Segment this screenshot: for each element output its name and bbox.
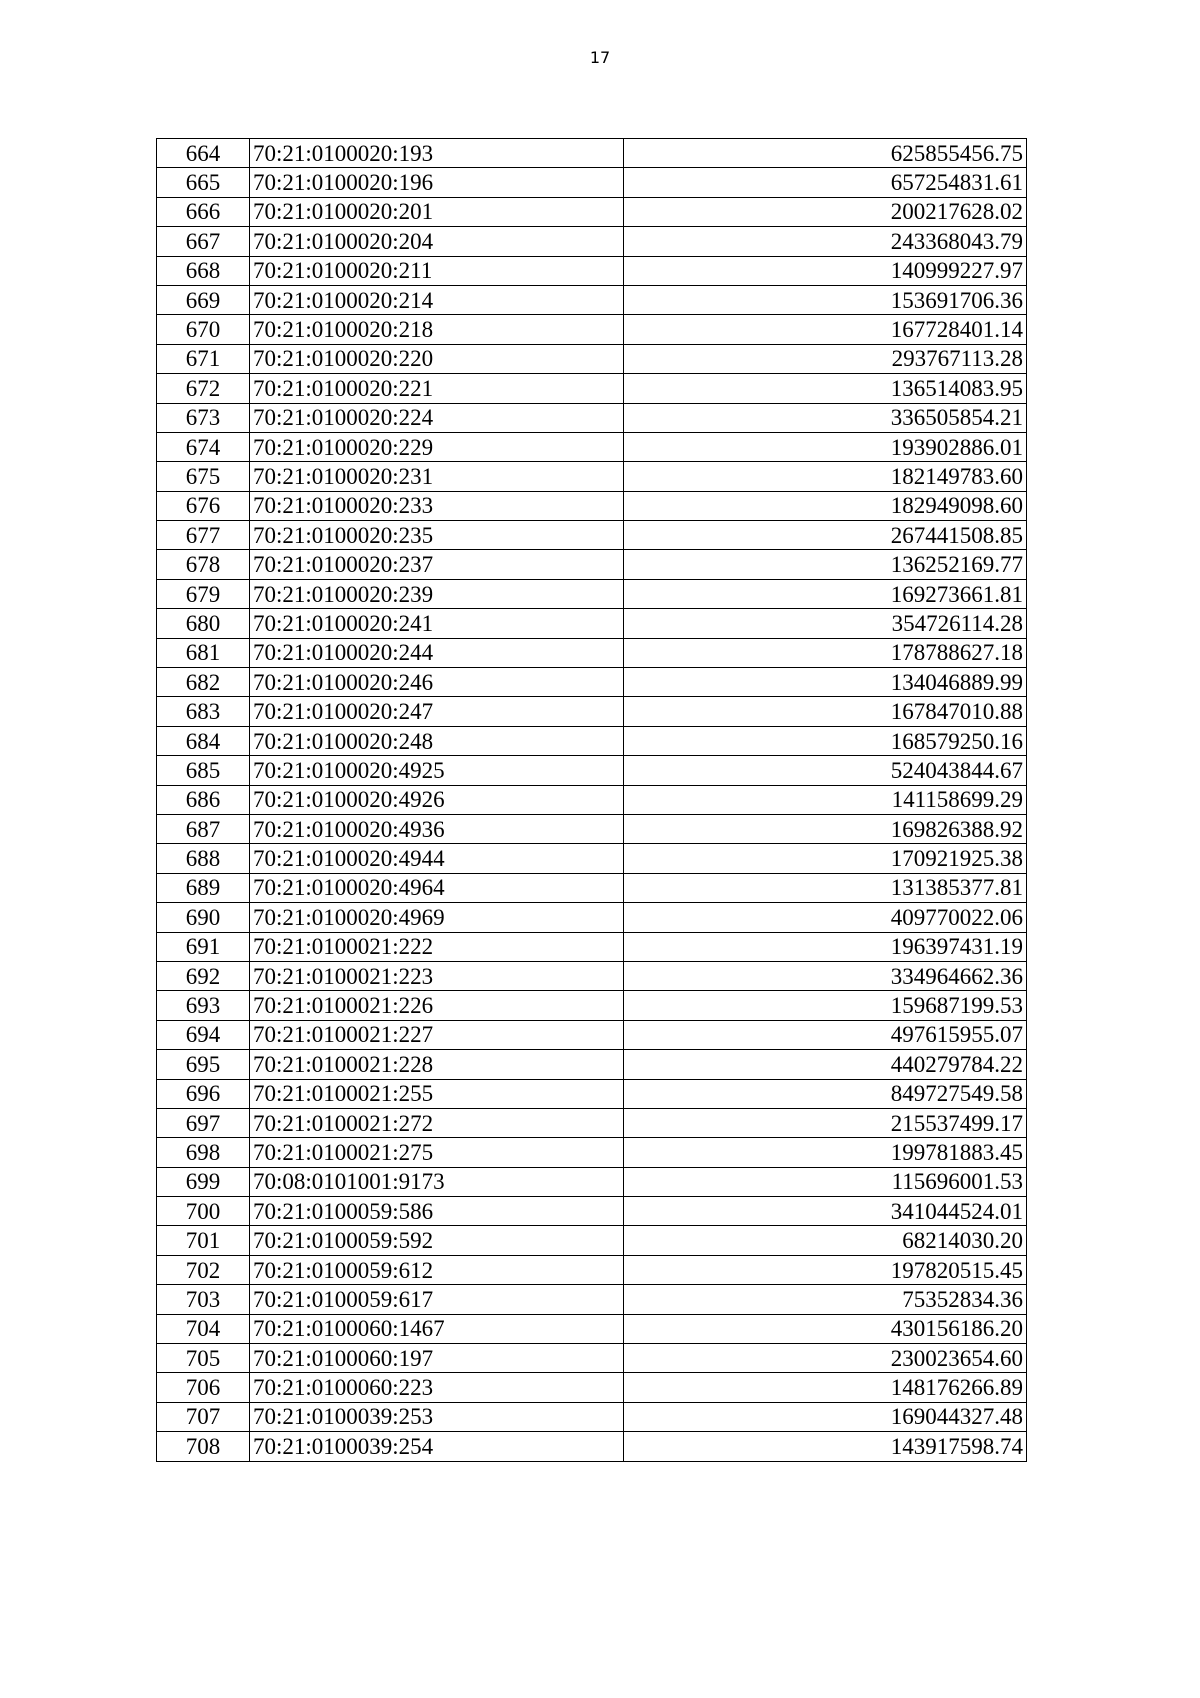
cadastral-number-cell: 70:21:0100039:254 bbox=[250, 1432, 624, 1461]
cadastral-number-cell: 70:21:0100020:244 bbox=[250, 638, 624, 667]
cadastral-number-cell: 70:21:0100059:617 bbox=[250, 1285, 624, 1314]
row-number-cell: 693 bbox=[157, 991, 250, 1020]
table-row bbox=[157, 462, 1027, 491]
value-cell: 169826388.92 bbox=[624, 814, 1027, 843]
row-number-cell: 680 bbox=[157, 609, 250, 638]
cadastral-number-cell: 70:21:0100020:4969 bbox=[250, 903, 624, 932]
row-number-cell: 669 bbox=[157, 285, 250, 314]
value-cell: 168579250.16 bbox=[624, 726, 1027, 755]
row-number-cell: 702 bbox=[157, 1255, 250, 1284]
value-cell: 341044524.01 bbox=[624, 1197, 1027, 1226]
row-number-cell: 672 bbox=[157, 374, 250, 403]
table-row bbox=[157, 285, 1027, 314]
row-number-cell: 701 bbox=[157, 1226, 250, 1255]
cadastral-number-cell: 70:21:0100060:1467 bbox=[250, 1314, 624, 1343]
row-number-cell: 705 bbox=[157, 1344, 250, 1373]
cadastral-number-cell: 70:21:0100020:196 bbox=[250, 168, 624, 197]
table-row bbox=[157, 932, 1027, 961]
cadastral-number-cell: 70:21:0100020:204 bbox=[250, 227, 624, 256]
table-row bbox=[157, 197, 1027, 226]
value-cell: 140999227.97 bbox=[624, 256, 1027, 285]
row-number-cell: 670 bbox=[157, 315, 250, 344]
table-row bbox=[157, 1020, 1027, 1049]
table-row bbox=[157, 521, 1027, 550]
row-number-cell: 673 bbox=[157, 403, 250, 432]
table-row bbox=[157, 609, 1027, 638]
table-row bbox=[157, 1050, 1027, 1079]
value-cell: 243368043.79 bbox=[624, 227, 1027, 256]
table-row bbox=[157, 726, 1027, 755]
row-number-cell: 667 bbox=[157, 227, 250, 256]
table-body bbox=[157, 139, 1027, 1462]
table-row bbox=[157, 873, 1027, 902]
row-number-cell: 682 bbox=[157, 668, 250, 697]
row-number-cell: 666 bbox=[157, 197, 250, 226]
table-row bbox=[157, 1255, 1027, 1284]
row-number-cell: 699 bbox=[157, 1167, 250, 1196]
row-number-cell: 668 bbox=[157, 256, 250, 285]
cadastral-number-cell: 70:21:0100020:247 bbox=[250, 697, 624, 726]
table-row bbox=[157, 991, 1027, 1020]
table-row bbox=[157, 1402, 1027, 1431]
cadastral-number-cell: 70:21:0100021:255 bbox=[250, 1079, 624, 1108]
value-cell: 143917598.74 bbox=[624, 1432, 1027, 1461]
value-cell: 497615955.07 bbox=[624, 1020, 1027, 1049]
table-row bbox=[157, 1167, 1027, 1196]
value-cell: 182149783.60 bbox=[624, 462, 1027, 491]
value-cell: 524043844.67 bbox=[624, 756, 1027, 785]
value-cell: 131385377.81 bbox=[624, 873, 1027, 902]
table-row bbox=[157, 344, 1027, 373]
value-cell: 167728401.14 bbox=[624, 315, 1027, 344]
table-row bbox=[157, 1285, 1027, 1314]
table-row bbox=[157, 1108, 1027, 1137]
row-number-cell: 683 bbox=[157, 697, 250, 726]
table-row bbox=[157, 638, 1027, 667]
value-cell: 293767113.28 bbox=[624, 344, 1027, 373]
value-cell: 409770022.06 bbox=[624, 903, 1027, 932]
row-number-cell: 694 bbox=[157, 1020, 250, 1049]
cadastral-number-cell: 70:21:0100020:4926 bbox=[250, 785, 624, 814]
cadastral-number-cell: 70:21:0100020:237 bbox=[250, 550, 624, 579]
cadastral-number-cell: 70:21:0100039:253 bbox=[250, 1402, 624, 1431]
value-cell: 153691706.36 bbox=[624, 285, 1027, 314]
table-row bbox=[157, 168, 1027, 197]
value-cell: 196397431.19 bbox=[624, 932, 1027, 961]
value-cell: 230023654.60 bbox=[624, 1344, 1027, 1373]
value-cell: 334964662.36 bbox=[624, 961, 1027, 990]
cadastral-number-cell: 70:21:0100020:221 bbox=[250, 374, 624, 403]
row-number-cell: 707 bbox=[157, 1402, 250, 1431]
row-number-cell: 678 bbox=[157, 550, 250, 579]
table-row bbox=[157, 1226, 1027, 1255]
page-number: 17 bbox=[589, 48, 611, 67]
row-number-cell: 708 bbox=[157, 1432, 250, 1461]
value-cell: 115696001.53 bbox=[624, 1167, 1027, 1196]
table-row bbox=[157, 1373, 1027, 1402]
table-row bbox=[157, 1314, 1027, 1343]
table-row bbox=[157, 697, 1027, 726]
value-cell: 169273661.81 bbox=[624, 579, 1027, 608]
table-row bbox=[157, 1197, 1027, 1226]
cadastral-number-cell: 70:21:0100059:586 bbox=[250, 1197, 624, 1226]
cadastral-number-cell: 70:21:0100020:4964 bbox=[250, 873, 624, 902]
value-cell: 267441508.85 bbox=[624, 521, 1027, 550]
value-cell: 197820515.45 bbox=[624, 1255, 1027, 1284]
table-row bbox=[157, 814, 1027, 843]
cadastral-number-cell: 70:21:0100020:224 bbox=[250, 403, 624, 432]
row-number-cell: 704 bbox=[157, 1314, 250, 1343]
table-row bbox=[157, 1432, 1027, 1461]
value-cell: 199781883.45 bbox=[624, 1138, 1027, 1167]
table-row bbox=[157, 550, 1027, 579]
cadastral-number-cell: 70:21:0100021:275 bbox=[250, 1138, 624, 1167]
row-number-cell: 692 bbox=[157, 961, 250, 990]
cadastral-number-cell: 70:21:0100020:231 bbox=[250, 462, 624, 491]
value-cell: 159687199.53 bbox=[624, 991, 1027, 1020]
cadastral-number-cell: 70:21:0100020:246 bbox=[250, 668, 624, 697]
cadastral-number-cell: 70:21:0100021:227 bbox=[250, 1020, 624, 1049]
cadastral-number-cell: 70:21:0100020:193 bbox=[250, 139, 624, 168]
cadastral-number-cell: 70:21:0100020:4936 bbox=[250, 814, 624, 843]
table-row bbox=[157, 491, 1027, 520]
cadastral-number-cell: 70:21:0100020:214 bbox=[250, 285, 624, 314]
table-row bbox=[157, 256, 1027, 285]
value-cell: 75352834.36 bbox=[624, 1285, 1027, 1314]
cadastral-number-cell: 70:21:0100020:235 bbox=[250, 521, 624, 550]
cadastral-number-cell: 70:21:0100021:223 bbox=[250, 961, 624, 990]
row-number-cell: 698 bbox=[157, 1138, 250, 1167]
value-cell: 336505854.21 bbox=[624, 403, 1027, 432]
row-number-cell: 684 bbox=[157, 726, 250, 755]
cadastral-value-table bbox=[156, 138, 1027, 1462]
row-number-cell: 685 bbox=[157, 756, 250, 785]
row-number-cell: 674 bbox=[157, 432, 250, 461]
row-number-cell: 700 bbox=[157, 1197, 250, 1226]
cadastral-number-cell: 70:21:0100020:248 bbox=[250, 726, 624, 755]
table-row bbox=[157, 374, 1027, 403]
cadastral-number-cell: 70:21:0100020:220 bbox=[250, 344, 624, 373]
value-cell: 178788627.18 bbox=[624, 638, 1027, 667]
table-row bbox=[157, 579, 1027, 608]
value-cell: 625855456.75 bbox=[624, 139, 1027, 168]
cadastral-number-cell: 70:21:0100020:241 bbox=[250, 609, 624, 638]
value-cell: 167847010.88 bbox=[624, 697, 1027, 726]
row-number-cell: 696 bbox=[157, 1079, 250, 1108]
value-cell: 148176266.89 bbox=[624, 1373, 1027, 1402]
value-cell: 68214030.20 bbox=[624, 1226, 1027, 1255]
cadastral-number-cell: 70:21:0100021:228 bbox=[250, 1050, 624, 1079]
cadastral-number-cell: 70:21:0100060:223 bbox=[250, 1373, 624, 1402]
value-cell: 430156186.20 bbox=[624, 1314, 1027, 1343]
cadastral-number-cell: 70:21:0100020:218 bbox=[250, 315, 624, 344]
row-number-cell: 665 bbox=[157, 168, 250, 197]
table-row bbox=[157, 668, 1027, 697]
row-number-cell: 687 bbox=[157, 814, 250, 843]
value-cell: 182949098.60 bbox=[624, 491, 1027, 520]
cadastral-number-cell: 70:21:0100021:272 bbox=[250, 1108, 624, 1137]
value-cell: 193902886.01 bbox=[624, 432, 1027, 461]
table-row bbox=[157, 315, 1027, 344]
table-row bbox=[157, 139, 1027, 168]
cadastral-number-cell: 70:21:0100020:201 bbox=[250, 197, 624, 226]
value-cell: 136514083.95 bbox=[624, 374, 1027, 403]
value-cell: 440279784.22 bbox=[624, 1050, 1027, 1079]
row-number-cell: 671 bbox=[157, 344, 250, 373]
value-cell: 169044327.48 bbox=[624, 1402, 1027, 1431]
table-row bbox=[157, 227, 1027, 256]
table-row bbox=[157, 403, 1027, 432]
row-number-cell: 677 bbox=[157, 521, 250, 550]
cadastral-number-cell: 70:21:0100020:4925 bbox=[250, 756, 624, 785]
cadastral-number-cell: 70:08:0101001:9173 bbox=[250, 1167, 624, 1196]
table-row bbox=[157, 1138, 1027, 1167]
cadastral-number-cell: 70:21:0100020:4944 bbox=[250, 844, 624, 873]
value-cell: 141158699.29 bbox=[624, 785, 1027, 814]
cadastral-number-cell: 70:21:0100060:197 bbox=[250, 1344, 624, 1373]
value-cell: 136252169.77 bbox=[624, 550, 1027, 579]
cadastral-number-cell: 70:21:0100021:222 bbox=[250, 932, 624, 961]
row-number-cell: 706 bbox=[157, 1373, 250, 1402]
table-row bbox=[157, 756, 1027, 785]
row-number-cell: 675 bbox=[157, 462, 250, 491]
cadastral-number-cell: 70:21:0100020:233 bbox=[250, 491, 624, 520]
table-row bbox=[157, 961, 1027, 990]
table-row bbox=[157, 1344, 1027, 1373]
row-number-cell: 681 bbox=[157, 638, 250, 667]
row-number-cell: 691 bbox=[157, 932, 250, 961]
value-cell: 170921925.38 bbox=[624, 844, 1027, 873]
row-number-cell: 689 bbox=[157, 873, 250, 902]
row-number-cell: 664 bbox=[157, 139, 250, 168]
cadastral-number-cell: 70:21:0100059:612 bbox=[250, 1255, 624, 1284]
row-number-cell: 697 bbox=[157, 1108, 250, 1137]
row-number-cell: 686 bbox=[157, 785, 250, 814]
table-row bbox=[157, 785, 1027, 814]
value-cell: 215537499.17 bbox=[624, 1108, 1027, 1137]
row-number-cell: 695 bbox=[157, 1050, 250, 1079]
table-row bbox=[157, 903, 1027, 932]
value-cell: 849727549.58 bbox=[624, 1079, 1027, 1108]
cadastral-number-cell: 70:21:0100020:229 bbox=[250, 432, 624, 461]
row-number-cell: 703 bbox=[157, 1285, 250, 1314]
row-number-cell: 679 bbox=[157, 579, 250, 608]
value-cell: 354726114.28 bbox=[624, 609, 1027, 638]
table-row bbox=[157, 1079, 1027, 1108]
cadastral-number-cell: 70:21:0100021:226 bbox=[250, 991, 624, 1020]
cadastral-number-cell: 70:21:0100059:592 bbox=[250, 1226, 624, 1255]
value-cell: 134046889.99 bbox=[624, 668, 1027, 697]
value-cell: 657254831.61 bbox=[624, 168, 1027, 197]
table-row bbox=[157, 844, 1027, 873]
table-row bbox=[157, 432, 1027, 461]
cadastral-number-cell: 70:21:0100020:211 bbox=[250, 256, 624, 285]
row-number-cell: 676 bbox=[157, 491, 250, 520]
row-number-cell: 688 bbox=[157, 844, 250, 873]
row-number-cell: 690 bbox=[157, 903, 250, 932]
value-cell: 200217628.02 bbox=[624, 197, 1027, 226]
cadastral-number-cell: 70:21:0100020:239 bbox=[250, 579, 624, 608]
